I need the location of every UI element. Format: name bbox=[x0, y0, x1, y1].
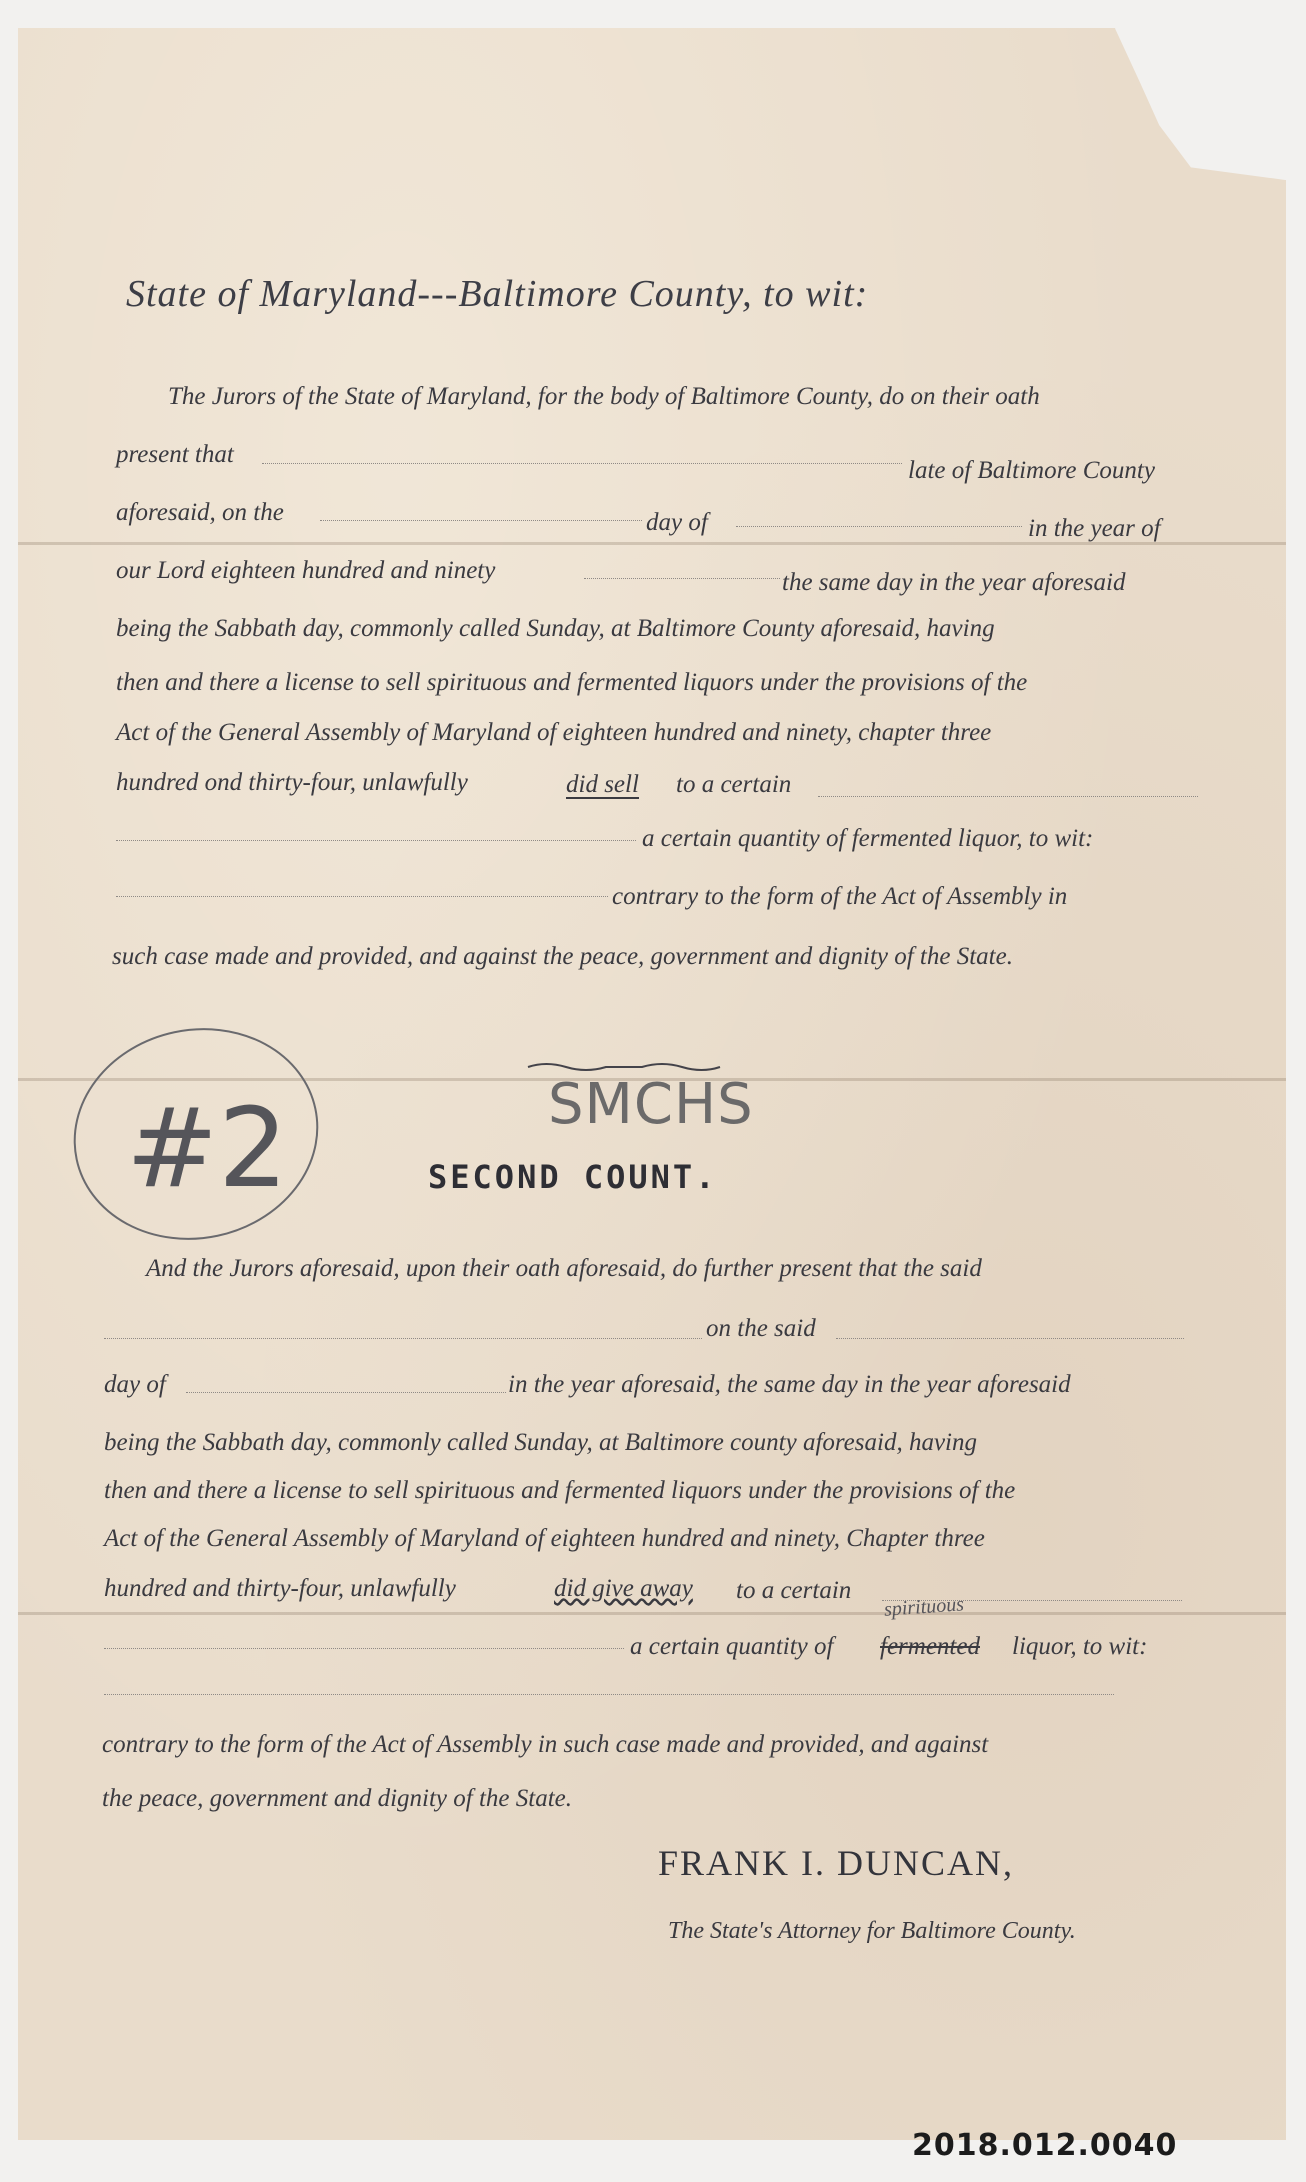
struck-word: fermented bbox=[880, 1633, 980, 1660]
blank-field bbox=[104, 1338, 702, 1339]
blank-field bbox=[116, 896, 608, 897]
count1-line: present that bbox=[116, 441, 234, 468]
blank-field bbox=[584, 578, 780, 579]
count1-line: the same day in the year aforesaid bbox=[782, 569, 1126, 596]
count1-line: late of Baltimore County bbox=[908, 457, 1155, 484]
count2-line: And the Jurors aforesaid, upon their oath aforesaid, do further present that the said bbox=[146, 1255, 982, 1282]
count1-line: hundred ond thirty-four, unlawfully bbox=[116, 769, 468, 796]
count2-line: contrary to the form of the Act of Assembly in such case made and provided, and against bbox=[102, 1731, 989, 1758]
blank-field bbox=[186, 1392, 506, 1393]
underlined-phrase: did give away bbox=[554, 1575, 693, 1602]
count2-line: hundred and thirty-four, unlawfully bbox=[104, 1575, 456, 1602]
count1-line: Act of the General Assembly of Maryland of eighteen hundred and ninety, chapter three bbox=[116, 719, 992, 746]
blank-field bbox=[104, 1694, 1114, 1695]
count1-line: a certain quantity of fermented liquor, to wit: bbox=[642, 825, 1094, 852]
count1-line: aforesaid, on the bbox=[116, 499, 284, 526]
count1-line: then and there a license to sell spirituous and fermented liquors under the provisions of the bbox=[116, 669, 1028, 696]
fold-line bbox=[18, 1612, 1286, 1615]
second-count-title: SECOND COUNT. bbox=[428, 1158, 718, 1196]
count2-line: being the Sabbath day, commonly called Sunday, at Baltimore county aforesaid, having bbox=[104, 1429, 977, 1456]
blank-field bbox=[320, 520, 642, 521]
count2-line: to a certain bbox=[736, 1577, 852, 1604]
document-heading: State of Maryland---Baltimore County, to wit: bbox=[126, 273, 869, 315]
count1-line: The Jurors of the State of Maryland, for the body of Baltimore County, do on their oath bbox=[168, 383, 1040, 410]
count2-line: Act of the General Assembly of Maryland of eighteen hundred and ninety, Chapter three bbox=[104, 1525, 985, 1552]
fold-line bbox=[18, 542, 1286, 545]
pencil-circle-mark bbox=[66, 1016, 326, 1248]
count1-line: being the Sabbath day, commonly called Sunday, at Baltimore County aforesaid, having bbox=[116, 615, 995, 642]
count1-line: day of bbox=[646, 509, 708, 536]
watermark-text: SMCHS bbox=[548, 1072, 754, 1137]
blank-field bbox=[262, 463, 902, 464]
count1-line: in the year of bbox=[1028, 515, 1161, 542]
count2-line: a certain quantity of bbox=[630, 1633, 834, 1660]
blank-field bbox=[104, 1648, 624, 1649]
count2-line: in the year aforesaid, the same day in the year aforesaid bbox=[508, 1371, 1071, 1398]
count1-line: our Lord eighteen hundred and ninety bbox=[116, 557, 496, 584]
blank-field bbox=[818, 796, 1198, 797]
count2-line: then and there a license to sell spirituous and fermented liquors under the provisions of the bbox=[104, 1477, 1016, 1504]
pencil-number: #2 bbox=[126, 1084, 289, 1212]
count1-line: such case made and provided, and against the peace, government and dignity of the State. bbox=[112, 943, 1013, 970]
blank-field bbox=[736, 526, 1022, 527]
attorney-title: The State's Attorney for Baltimore County. bbox=[668, 1918, 1076, 1944]
blank-field bbox=[836, 1338, 1184, 1339]
attorney-name: FRANK I. DUNCAN, bbox=[658, 1843, 1015, 1883]
handwritten-insert: spirituous bbox=[883, 1593, 965, 1621]
underlined-phrase: did sell bbox=[566, 771, 639, 798]
count2-line: the peace, government and dignity of the State. bbox=[102, 1785, 573, 1812]
catalog-number: 2018.012.0040 bbox=[912, 2128, 1178, 2163]
count2-line: liquor, to wit: bbox=[1012, 1633, 1148, 1660]
count2-line: day of bbox=[104, 1371, 166, 1398]
count1-line: to a certain bbox=[676, 771, 792, 798]
count2-line: on the said bbox=[706, 1315, 816, 1342]
blank-field bbox=[116, 840, 636, 841]
count1-line: contrary to the form of the Act of Assembly in bbox=[612, 883, 1068, 910]
